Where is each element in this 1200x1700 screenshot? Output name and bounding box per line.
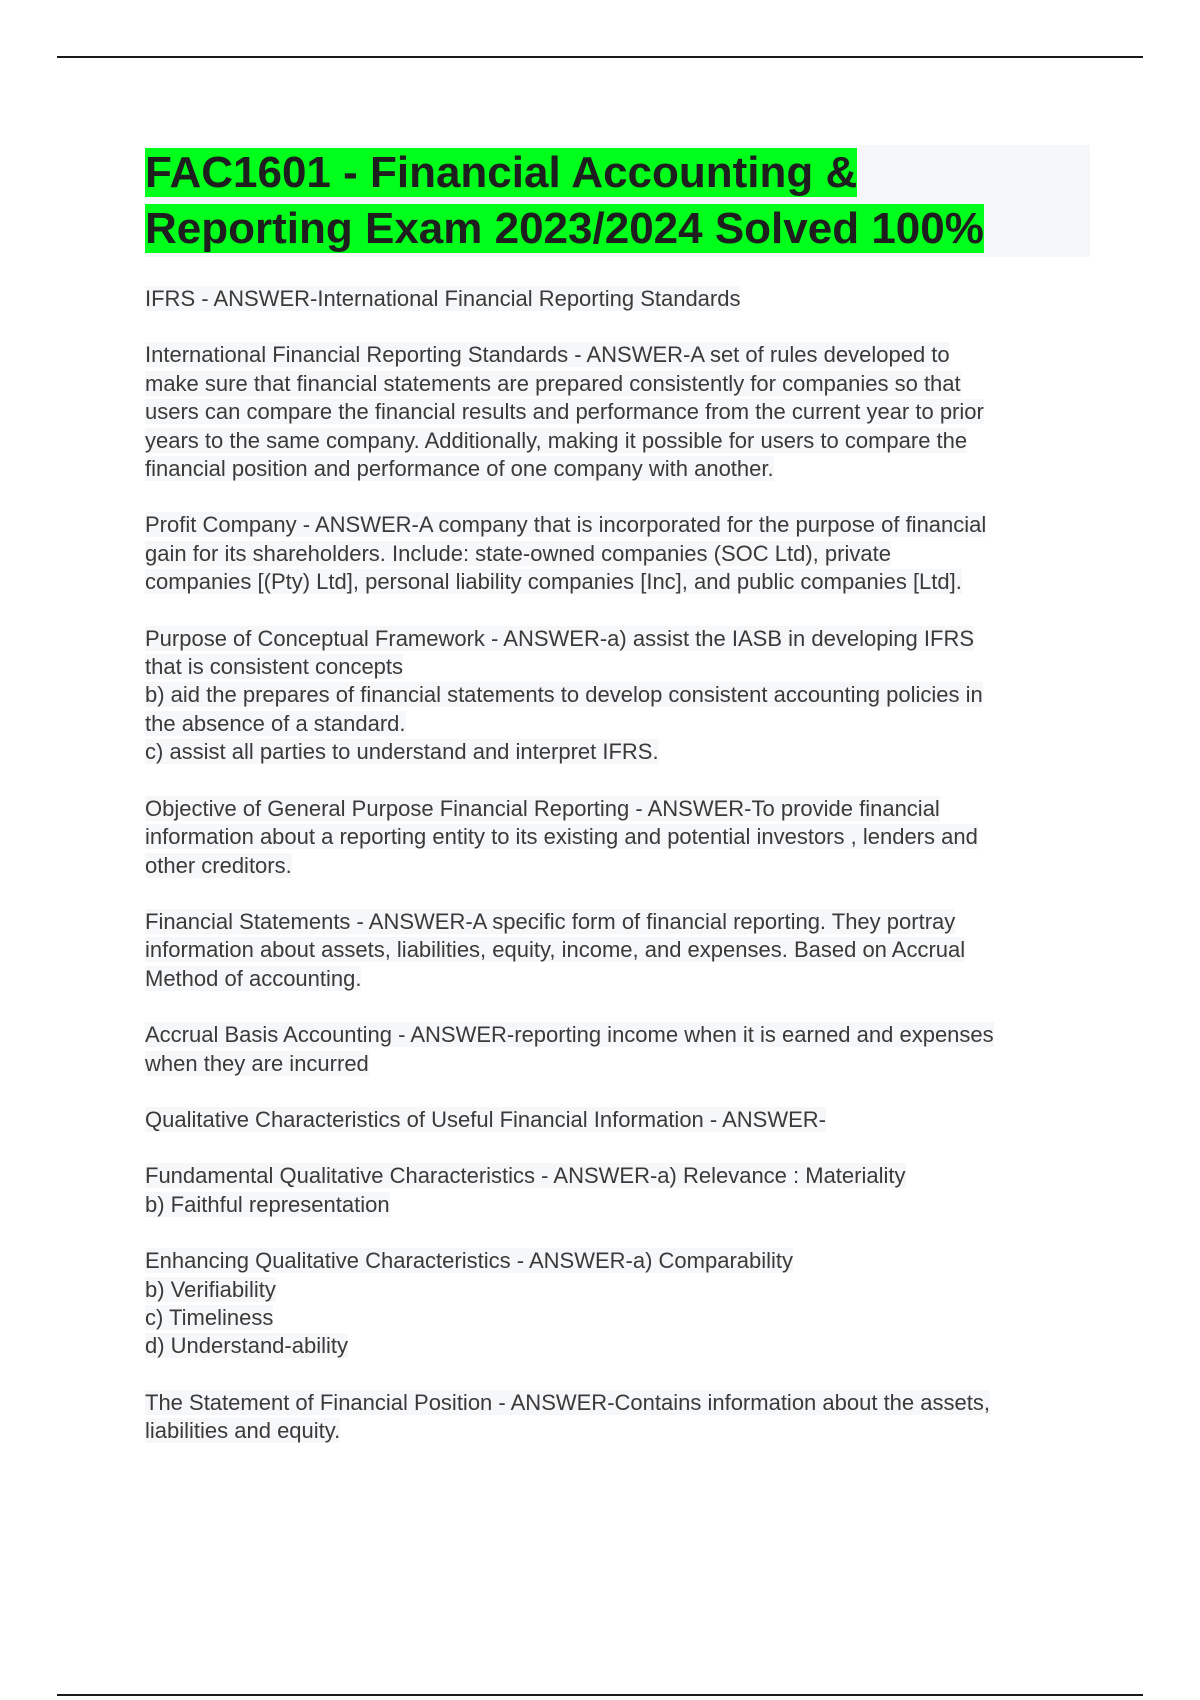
qa-entry xyxy=(145,1106,1090,1134)
qa-entry-text: Enhancing Qualitative Characteristics - ANSWER-a) Comparability xyxy=(145,1248,794,1274)
qa-entry-line xyxy=(145,1106,1090,1134)
qa-entry-text: years to the same company. Additionally, making it possible for users to compare the xyxy=(145,427,968,453)
qa-entry-line xyxy=(145,1191,1090,1219)
qa-entry-line xyxy=(145,908,1090,936)
qa-entry-line xyxy=(145,427,1090,455)
qa-entry-line xyxy=(145,965,1090,993)
qa-entry-text: companies [(Pty) Ltd], personal liability companies [Inc], and public companies [Ltd]. xyxy=(145,569,962,595)
qa-entry-text: Fundamental Qualitative Characteristics - ANSWER-a) Relevance : Materiality xyxy=(145,1163,906,1189)
qa-entry-text: c) assist all parties to understand and interpret IFRS. xyxy=(145,739,659,765)
qa-entry-line xyxy=(145,681,1090,709)
qa-entry-line xyxy=(145,823,1090,851)
document-body xyxy=(145,145,1090,1474)
qa-entry-text: The Statement of Financial Position - ANSWER-Contains information about the assets, xyxy=(145,1389,990,1415)
qa-entry-line xyxy=(145,455,1090,483)
qa-entry-line xyxy=(145,710,1090,738)
qa-entry-line xyxy=(145,1304,1090,1332)
qa-entry xyxy=(145,1021,1090,1078)
qa-entry-text: other creditors. xyxy=(145,852,292,878)
qa-entry-line xyxy=(145,341,1090,369)
qa-entry xyxy=(145,908,1090,993)
qa-entry xyxy=(145,341,1090,483)
qa-entry-line xyxy=(145,1247,1090,1275)
qa-entry-line xyxy=(145,568,1090,596)
qa-entry-line xyxy=(145,625,1090,653)
qa-entry xyxy=(145,285,1090,313)
qa-entry-text: Objective of General Purpose Financial Reporting - ANSWER-To provide financial xyxy=(145,795,940,821)
qa-list xyxy=(145,285,1090,1446)
qa-entry-text: Qualitative Characteristics of Useful Financial Information - ANSWER- xyxy=(145,1106,827,1132)
qa-entry-text: gain for its shareholders. Include: state-owned companies (SOC Ltd), private xyxy=(145,540,891,566)
qa-entry-line xyxy=(145,738,1090,766)
qa-entry-line xyxy=(145,540,1090,568)
qa-entry-line xyxy=(145,852,1090,880)
qa-entry-text: b) Verifiability xyxy=(145,1276,276,1302)
qa-entry-line xyxy=(145,795,1090,823)
title-block xyxy=(145,145,1090,257)
bottom-rule xyxy=(57,1694,1143,1696)
qa-entry-line xyxy=(145,398,1090,426)
qa-entry-line xyxy=(145,1389,1090,1417)
qa-entry-line xyxy=(145,1276,1090,1304)
qa-entry-line xyxy=(145,285,1090,313)
qa-entry xyxy=(145,625,1090,767)
qa-entry-text: liabilities and equity. xyxy=(145,1418,341,1444)
qa-entry-line xyxy=(145,370,1090,398)
qa-entry-line xyxy=(145,511,1090,539)
qa-entry-text: Method of accounting. xyxy=(145,965,362,991)
qa-entry-text: Accrual Basis Accounting - ANSWER-reporting income when it is earned and expenses xyxy=(145,1022,994,1048)
qa-entry-text: when they are incurred xyxy=(145,1050,369,1076)
qa-entry-text: International Financial Reporting Standards - ANSWER-A set of rules developed to xyxy=(145,342,950,368)
qa-entry-line xyxy=(145,1332,1090,1360)
qa-entry-text: b) aid the prepares of financial statements to develop consistent accounting policies in xyxy=(145,682,983,708)
qa-entry-text: users can compare the financial results and performance from the current year to prior xyxy=(145,399,984,425)
title-line-2: Reporting Exam 2023/2024 Solved 100% xyxy=(145,204,984,253)
qa-entry-line xyxy=(145,1021,1090,1049)
qa-entry-text: make sure that financial statements are prepared consistently for companies so that xyxy=(145,370,961,396)
qa-entry-text: information about a reporting entity to its existing and potential investors , lenders and xyxy=(145,824,978,850)
qa-entry-line xyxy=(145,653,1090,681)
qa-entry-text: financial position and performance of one company with another. xyxy=(145,456,774,482)
qa-entry-text: the absence of a standard. xyxy=(145,710,406,736)
qa-entry-text: c) Timeliness xyxy=(145,1304,274,1330)
qa-entry-text: Financial Statements - ANSWER-A specific form of financial reporting. They portray xyxy=(145,908,956,934)
top-rule xyxy=(57,56,1143,58)
qa-entry-text: information about assets, liabilities, equity, income, and expenses. Based on Accrual xyxy=(145,937,966,963)
title-line-1: FAC1601 - Financial Accounting & xyxy=(145,148,858,197)
qa-entry-text: b) Faithful representation xyxy=(145,1191,390,1217)
qa-entry-text: d) Understand-ability xyxy=(145,1333,348,1359)
qa-entry-text: that is consistent concepts xyxy=(145,654,404,680)
qa-entry xyxy=(145,1389,1090,1446)
qa-entry-text: Purpose of Conceptual Framework - ANSWER-a) assist the IASB in developing IFRS xyxy=(145,625,975,651)
qa-entry xyxy=(145,795,1090,880)
qa-entry-text: Profit Company - ANSWER-A company that is incorporated for the purpose of financial xyxy=(145,512,987,538)
qa-entry xyxy=(145,1247,1090,1361)
qa-entry-text: IFRS - ANSWER-International Financial Reporting Standards xyxy=(145,286,741,311)
qa-entry-line xyxy=(145,1417,1090,1445)
qa-entry xyxy=(145,511,1090,596)
qa-entry-line xyxy=(145,1162,1090,1190)
qa-entry xyxy=(145,1162,1090,1219)
document-title xyxy=(145,145,1070,257)
qa-entry-line xyxy=(145,936,1090,964)
qa-entry-line xyxy=(145,1050,1090,1078)
